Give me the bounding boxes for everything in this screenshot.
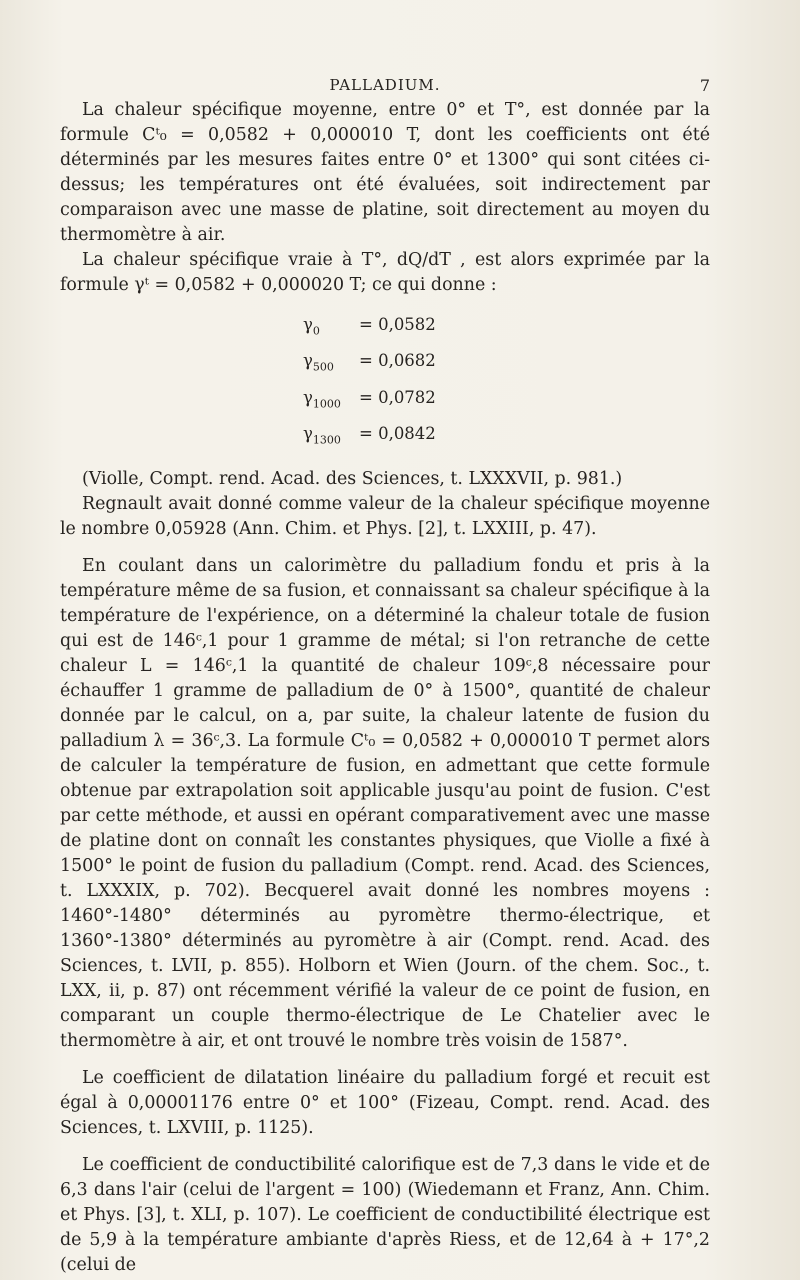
paragraph-mean-specific-heat: La chaleur spécifique moyenne, entre 0° et T°, est donnée par la formule Cᵗ₀ = 0,0582 + 0,000010 T, dont les coefficients ont été déterminés par les mesures faites entre 0° et 1300° qui sont citées ci-dessus; les températures ont été évaluées, soit indirectement par comparaison avec une masse de platine, soit directement au moyen du thermomètre à air. (60, 100, 710, 245)
gamma-value: = 0,0842 (359, 423, 436, 443)
gamma-label: $\gamma_{1000}$ (303, 387, 341, 410)
paragraph-dilatation: Le coefficient de dilatation linéaire du palladium forgé et recuit est égal à 0,00001176 entre 0° et 100° (Fizeau, Compt. rend. Acad. des Sciences, t. LXVIII, p. 1125). (60, 1068, 710, 1139)
gamma-label: $\gamma_{500}$ (303, 351, 334, 374)
page-body (60, 98, 710, 1278)
gamma-values-table (303, 310, 710, 455)
gamma-value: = 0,0682 (359, 351, 436, 371)
gamma-row (303, 383, 710, 419)
page-number: 7 (699, 76, 710, 95)
gamma-row (303, 419, 710, 455)
paragraph-conductibility: Le coefficient de conductibilité calorifique est de 7,3 dans le vide et de 6,3 dans l'air (celui de l'argent = 100) (Wiedemann et Franz, Ann. Chim. et Phys. [3], t. XLI, p. 107). Le coefficient de conductibilité électrique est de 5,9 à la température ambiante d'après Riess, et de 12,64 à + 17°,2 (celui de (60, 1155, 710, 1276)
page-header (60, 76, 710, 100)
running-title: PALLADIUM. (329, 76, 441, 94)
paragraph-true-specific-heat: La chaleur spécifique vraie à T°, dQ/dT , est alors exprimée par la formule γᵗ = 0,0582 + 0,000020 T; ce qui donne : (60, 250, 710, 295)
citation-violle: (Violle, Compt. rend. Acad. des Sciences, t. LXXXVII, p. 981.) (82, 469, 623, 490)
gamma-label: $\gamma_0$ (303, 315, 320, 338)
paragraph-fusion: En coulant dans un calorimètre du palladium fondu et pris à la température même de sa fusion, et connaissant sa chaleur spécifique à la température de l'expérience, on a déterminé la chaleur totale de fusion qui est de 146ᶜ,1 pour 1 gramme de métal; si l'on retranche de cette chaleur L = 146ᶜ,1 la quantité de chaleur 109ᶜ,8 nécessaire pour échauffer 1 gramme de palladium de 0° à 1500°, quantité de chaleur donnée par le calcul, on a, par suite, la chaleur latente de fusion du palladium λ = 36ᶜ,3. La formule Cᵗ₀ = 0,0582 + 0,000010 T permet alors de calculer la température de fusion, en admettant que cette formule obtenue par extrapolation soit applicable jusqu'au point de fusion. C'est par cette méthode, et aussi en opérant comparativement avec une masse de platine dont on connaît les constantes physiques, que Violle a fixé à 1500° le point de fusion du palladium (Compt. rend. Acad. des Sciences, t. LXXXIX, p. 702). Becquerel avait donné les nombres moyens : 1460°-1480° déterminés au pyromètre thermo-électrique, et 1360°-1380° déterminés au pyromètre à air (Compt. rend. Acad. des Sciences, t. LVII, p. 855). Holborn et Wien (Journ. of the chem. Soc., t. LXX, ii, p. 87) ont récemment vérifié la valeur de ce point de fusion, en comparant un couple thermo-électrique de Le Chatelier avec le thermomètre à air, et ont trouvé le nombre très voisin de 1587°. (60, 556, 710, 1052)
gamma-label: $\gamma_{1300}$ (303, 423, 341, 447)
gamma-row (303, 310, 710, 346)
gamma-row (303, 346, 710, 382)
gamma-value: = 0,0582 (359, 315, 436, 334)
paragraph-regnault: Regnault avait donné comme valeur de la chaleur spécifique moyenne le nombre 0,05928 (Ann. Chim. et Phys. [2], t. LXXIII, p. 47). (60, 494, 710, 540)
gamma-value: = 0,0782 (359, 387, 436, 407)
